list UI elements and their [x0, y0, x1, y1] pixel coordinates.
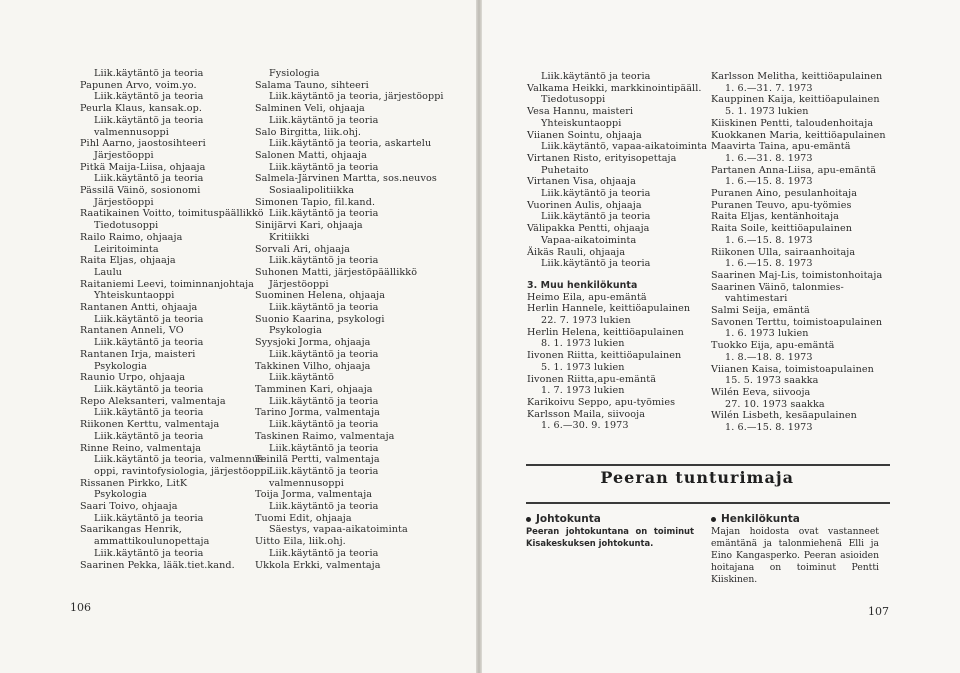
list-line: Pihl Aarno, jaostosihteeri [80, 138, 206, 150]
list-line: Liik.käytäntö ja teoria, järjestöoppi [269, 91, 444, 103]
list-line: Välipakka Pentti, ohjaaja [527, 223, 650, 235]
list-line: Liik.käytäntö ja teoria [269, 255, 379, 267]
list-line: 15. 5. 1973 saakka [725, 375, 819, 387]
list-line: Raita Soile, keittiöapulainen [711, 223, 853, 235]
list-line: Simonen Tapio, fil.kand. [255, 196, 376, 208]
list-line: Liik.käytäntö, vapaa-aikatoiminta [541, 141, 708, 153]
list-line: Kritiikki [269, 231, 310, 243]
column-3-staff-list [527, 292, 707, 432]
list-line: Liik.käytäntö ja teoria [269, 465, 379, 477]
list-line: 1. 6.—15. 8. 1973 [725, 176, 813, 188]
list-line: Karlsson Melitha, keittiöapulainen [711, 71, 883, 82]
list-line: Karikoivu Seppo, apu-työmies [527, 396, 676, 408]
list-line: Raita Eljas, kentänhoitaja [711, 211, 839, 223]
list-line: Tiedotusoppi [541, 94, 606, 106]
list-line: Liik.käytäntö ja teoria [269, 501, 379, 513]
list-line: Liik.käytäntö ja teoria [269, 419, 379, 431]
list-line: Raunio Urpo, ohjaaja [80, 372, 186, 384]
list-line: Tiedotusoppi [94, 220, 159, 232]
list-line: Kiiskinen Pentti, taloudenhoitaja [711, 117, 874, 129]
list-line: Savonen Terttu, toimistoapulainen [711, 316, 883, 328]
staff-heading: 3. Muu henkilökunta [527, 279, 638, 291]
list-line: Rinne Reino, valmentaja [80, 442, 202, 454]
list-line: Liik.käytäntö ja teoria [94, 337, 204, 349]
section-johtokunta-title-text: Johtokunta [536, 513, 601, 525]
list-line: Rissanen Pirkko, LitK [80, 477, 188, 489]
list-line: Saari Toivo, ohjaaja [80, 501, 178, 513]
list-line: Liik.käytäntö ja teoria [269, 442, 379, 454]
page-number-right: 107 [868, 605, 889, 618]
list-line: Psykologia [94, 360, 147, 372]
list-line: Vuorinen Aulis, ohjaaja [527, 199, 642, 211]
list-line: Valkama Heikki, markkinointipääll. [527, 82, 702, 94]
list-line: Suominen Helena, ohjaaja [255, 290, 386, 302]
section-henkilokunta-title [711, 513, 879, 525]
column-3 [527, 71, 707, 432]
list-line: 1. 6.—15. 8. 1973 [725, 234, 813, 246]
column-2 [255, 68, 444, 571]
banner-rule-top [526, 464, 890, 466]
list-line: Liik.käytäntö ja teoria [94, 512, 204, 524]
list-line: Salmi Seija, emäntä [711, 305, 810, 317]
list-line: Syysjoki Jorma, ohjaaja [255, 337, 371, 349]
list-line: Suonio Kaarina, psykologi [255, 313, 385, 325]
list-line: Wilén Eeva, siivooja [711, 386, 811, 398]
list-line: Saarinen Väinö, talonmies- [711, 281, 844, 293]
list-line: Railo Raimo, ohjaaja [80, 231, 183, 243]
list-line: Liik.käytäntö ja teoria [269, 114, 379, 126]
list-line: Laulu [94, 266, 123, 278]
list-line: Teinilä Pertti, valmentaja [255, 454, 380, 466]
list-line: Repo Aleksanteri, valmentaja [80, 395, 226, 407]
section-johtokunta [526, 513, 694, 549]
list-line: Liik.käytäntö ja teoria [269, 161, 379, 173]
list-line: Peurla Klaus, kansak.op. [80, 103, 203, 115]
list-line: Liik.käytäntö ja teoria [94, 407, 204, 419]
list-line: Liik.käytäntö ja teoria, askartelu [269, 138, 432, 150]
banner-title: Peeran tunturimaja [600, 468, 794, 487]
list-line: Yhteiskuntaoppi [94, 290, 175, 302]
list-line: Psykologia [269, 325, 322, 337]
list-line: Äikäs Rauli, ohjaaja [527, 246, 626, 258]
list-line: Sosiaalipolitiikka [269, 185, 355, 197]
column-3-list [527, 71, 707, 270]
list-line: Liik.käytäntö ja teoria [94, 114, 204, 126]
list-line: Liik.käytäntö ja teoria [541, 71, 651, 82]
section-henkilokunta-title-text: Henkilökunta [721, 513, 800, 525]
bullet-icon [711, 517, 716, 522]
list-line: Sinijärvi Kari, ohjaaja [255, 220, 363, 232]
list-line: Iivonen Riitta, keittiöapulainen [527, 350, 682, 362]
list-line: Liik.käytäntö ja teoria [94, 430, 204, 442]
list-line: Riikonen Kerttu, valmentaja [80, 419, 220, 431]
list-line: valmennusoppi [94, 126, 169, 138]
bullet-icon [526, 517, 531, 522]
list-line: Liik.käytäntö ja teoria, valmennus- [94, 454, 267, 466]
list-line: Liik.käytäntö ja teoria [269, 348, 379, 360]
list-line: 22. 7. 1973 lukien [541, 315, 631, 327]
list-line: Liik.käytäntö ja teoria [541, 188, 651, 200]
banner-rule-bottom [526, 502, 890, 504]
list-line: 5. 1. 1973 lukien [725, 106, 809, 118]
list-line: Viianen Kaisa, toimistoapulainen [711, 363, 874, 375]
list-line: Saarinen Maj-Lis, toimistonhoitaja [711, 269, 883, 281]
page-number-left: 106 [70, 601, 91, 614]
list-line: Maavirta Taina, apu-emäntä [711, 141, 851, 153]
list-line: Partanen Anna-Liisa, apu-emäntä [711, 164, 877, 176]
list-line: Liik.käytäntö ja teoria [94, 547, 204, 559]
list-line: Raatikainen Voitto, toimituspäällikkö [80, 208, 264, 220]
list-line: Karlsson Maila, siivooja [527, 408, 646, 420]
list-line: Fysiologia [269, 68, 320, 79]
list-line: Viianen Sointu, ohjaaja [527, 129, 642, 141]
list-line: Taskinen Raimo, valmentaja [255, 430, 395, 442]
list-line: 1. 8.—18. 8. 1973 [725, 351, 813, 363]
list-line: Tamminen Kari, ohjaaja [255, 383, 373, 395]
list-line: 1. 6. 1973 lukien [725, 328, 809, 340]
list-line: Herlin Helena, keittiöapulainen [527, 326, 684, 338]
list-line: Rantanen Antti, ohjaaja [80, 302, 198, 314]
list-line: Saarinen Pekka, lääk.tiet.kand. [80, 559, 235, 571]
list-line: Riikonen Ulla, sairaanhoitaja [711, 246, 856, 258]
list-line: Kuokkanen Maria, keittiöapulainen [711, 129, 886, 141]
list-line: Saarikangas Henrik, [80, 524, 182, 536]
list-line: Virtanen Risto, erityisopettaja [527, 152, 677, 164]
list-line: Salmela-Järvinen Martta, sos.neuvos [255, 173, 437, 185]
list-line: 1. 7. 1973 lukien [541, 385, 625, 397]
list-line: Raita Eljas, ohjaaja [80, 255, 176, 267]
list-line: Salminen Veli, ohjaaja [255, 103, 365, 115]
list-line: valmennusoppi [269, 477, 344, 489]
section-henkilokunta-body: Majan hoidosta ovat vastanneet emäntänä ja talonmiehenä Elli ja Eino Kangasperko. Peeran asioiden hoitajana on toiminut Pentti Kiiskinen. [711, 526, 879, 585]
list-line: Liik.käytäntö ja teoria [269, 302, 379, 314]
list-line: Liik.käytäntö ja teoria [269, 208, 379, 220]
list-line: Liik.käytäntö ja teoria [94, 383, 204, 395]
list-line: Järjestöoppi [94, 196, 154, 208]
list-line: Ukkola Erkki, valmentaja [255, 559, 381, 571]
list-line: Liik.käytäntö ja teoria [94, 68, 204, 79]
section-henkilokunta [711, 513, 879, 586]
list-line: Rantanen Irja, maisteri [80, 348, 196, 360]
list-line: 1. 6.—15. 8. 1973 [725, 422, 813, 434]
list-line: Suhonen Matti, järjestöpäällikkö [255, 266, 418, 278]
list-line: Tuomi Edit, ohjaaja [255, 512, 352, 524]
list-line: vahtimestari [725, 293, 788, 305]
list-line: Rantanen Anneli, VO [80, 325, 184, 337]
list-line: Salama Tauno, sihteeri [255, 79, 369, 91]
list-line: Kauppinen Kaija, keittiöapulainen [711, 94, 880, 106]
list-line: Uitto Eila, liik.ohj. [255, 536, 346, 548]
list-line: Raitaniemi Leevi, toiminnanjohtaja [80, 278, 254, 290]
list-line: Pässilä Väinö, sosionomi [80, 185, 201, 197]
list-line: Vesa Hannu, maisteri [527, 106, 634, 118]
list-line: 27. 10. 1973 saakka [725, 398, 825, 410]
list-line: Vapaa-aikatoiminta [541, 234, 637, 246]
list-line: 5. 1. 1973 lukien [541, 361, 625, 373]
list-line: Järjestöoppi [94, 149, 154, 161]
list-line: Herlin Hannele, keittiöapulainen [527, 303, 691, 315]
list-line: 1. 6.—15. 8. 1973 [725, 258, 813, 270]
list-line: 1. 6.—31. 7. 1973 [725, 82, 813, 94]
section-banner [526, 468, 890, 487]
list-line: Psykologia [94, 489, 147, 501]
list-line: Liik.käytäntö ja teoria [269, 395, 379, 407]
list-line: 8. 1. 1973 lukien [541, 338, 625, 350]
list-line: Wilén Lisbeth, kesäapulainen [711, 410, 857, 422]
list-line: Heimo Eila, apu-emäntä [527, 291, 647, 303]
list-line: Puranen Teuvo, apu-työmies [711, 199, 852, 211]
list-line: Tuokko Eija, apu-emäntä [711, 340, 835, 352]
list-line: Salonen Matti, ohjaaja [255, 149, 367, 161]
list-line: Liik.käytäntö ja teoria [94, 313, 204, 325]
list-line: Liik.käytäntö ja teoria [269, 547, 379, 559]
list-line: ammattikoulunopettaja [94, 536, 210, 548]
list-line: Järjestöoppi [269, 278, 329, 290]
list-line: Toija Jorma, valmentaja [255, 489, 373, 501]
list-line: 1. 6.—31. 8. 1973 [725, 152, 813, 164]
list-line: Liik.käytäntö ja teoria [541, 258, 651, 270]
list-line: Puhetaito [541, 164, 589, 176]
list-line: Virtanen Visa, ohjaaja [527, 176, 636, 188]
list-line: Pitkä Maija-Liisa, ohjaaja [80, 161, 206, 173]
column-4 [711, 71, 886, 434]
list-line: Puranen Aino, pesulanhoitaja [711, 188, 858, 200]
list-line: Yhteiskuntaoppi [541, 117, 622, 129]
list-line: Liik.käytäntö ja teoria [94, 173, 204, 185]
list-line: Liik.käytäntö ja teoria [94, 91, 204, 103]
column-1 [80, 68, 270, 571]
book-spine [476, 0, 482, 673]
list-line: Papunen Arvo, voim.yo. [80, 79, 197, 91]
list-line: Liik.käytäntö [269, 372, 335, 384]
list-line: Salo Birgitta, liik.ohj. [255, 126, 362, 138]
list-line: 1. 6.—30. 9. 1973 [541, 420, 629, 432]
list-line: Liik.käytäntö ja teoria [541, 211, 651, 223]
list-line: Leiritoiminta [94, 243, 159, 255]
list-line: Tarino Jorma, valmentaja [255, 407, 380, 419]
list-line: oppi, ravintofysiologia, järjestöoppi [94, 465, 270, 477]
list-line: Sorvali Ari, ohjaaja [255, 243, 351, 255]
section-johtokunta-body: Peeran johtokuntana on toiminut Kisakeskuksen johtokunta. [526, 526, 694, 548]
list-line: Takkinen Vilho, ohjaaja [255, 360, 371, 372]
section-johtokunta-title [526, 513, 694, 525]
list-line: Iivonen Riitta,apu-emäntä [527, 373, 657, 385]
list-line: Säestys, vapaa-aikatoiminta [269, 524, 408, 536]
